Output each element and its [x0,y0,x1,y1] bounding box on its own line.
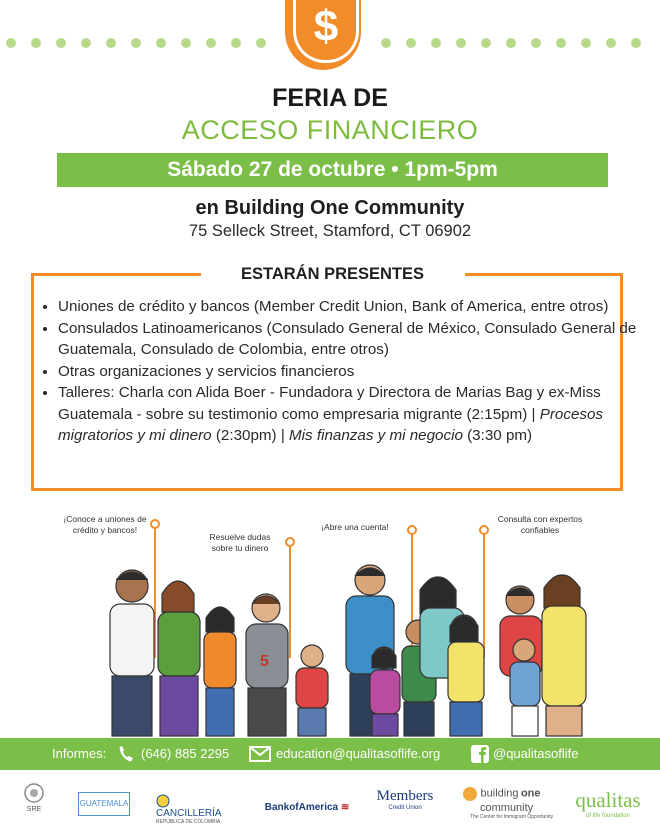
talleres-italic-2: Mis finanzas y mi negocio [289,427,463,444]
email-link[interactable]: education@qualitasoflife.org [276,746,441,761]
bubble-expertos: Consulta con expertos confiables [497,514,583,535]
facebook-link[interactable]: @qualitasoflife [493,746,579,761]
presentes-heading: ESTARÁN PRESENTES [240,265,425,283]
people-drawing [50,508,610,740]
box-border-left [31,273,201,276]
list-item: • Uniones de crédito y bancos (Member Credit Union, Bank of America, entre otros) [58,296,638,318]
dollar-badge [285,0,361,70]
phone-icon [116,738,136,782]
list-item: • Consulados Latinoamericanos (Consulado General de México, Consulado General de Guatemala, Consulado de Colombia, entre otros) [58,318,638,361]
box-border-right [465,273,623,276]
list-item: • Otras organizaciones y servicios financieros [58,361,638,383]
members-logo: Members Credit Union [376,788,434,811]
cancilleria-logo: CANCILLERÍA REPÚBLICA DE COLOMBIA [156,794,236,825]
mail-icon [249,738,271,782]
talleres-mid: (2:30pm) | [211,427,290,444]
talleres-italic-1: Procesos migratorios y mi dinero [58,405,604,444]
address: 75 Selleck Street, Stamford, CT 06902 [188,222,472,240]
shirt-number: 5 [260,653,269,670]
phone-link[interactable]: (646) 885 2295 [141,746,230,761]
footer-bar [0,738,660,770]
people-illustration [50,508,610,740]
presentes-list [40,296,638,447]
date-band: Sábado 27 de octubre • 1pm-5pm [57,153,608,187]
bubble-uniones: ¡Conoce a uniones de crédito y bancos! [63,514,147,535]
talleres-lead: Talleres: Charla con Alida Boer - Fundadora y Directora de Marias Bag y ex-Miss Guatemala - sobre su testimonio como empresaria migrante (2:15pm) | [58,384,601,423]
dollar-icon: $ [293,0,359,63]
qualitas-logo: qualitas of life foundation [575,788,641,819]
bank-of-america-logo: BankofAmerica ≋ [264,802,350,813]
list-item-talleres [58,382,638,447]
guatemala-logo: GUATEMALA [78,792,130,816]
sponsor-logos [0,778,660,840]
sre-logo: SRE [14,782,54,813]
title-line-2: ACCESO FINANCIERO [181,115,479,145]
title-line-1: FERIA DE [272,84,388,112]
venue: en Building One Community [195,197,465,219]
bubble-dudas: Resuelve dudas sobre tu dinero [209,532,271,553]
talleres-tail: (3:30 pm) [462,427,533,444]
building-one-community-logo: building one community The Center for Immigrant Opportunity [462,786,558,820]
bubble-cuenta: ¡Abre una cuenta! [321,522,389,532]
facebook-icon [470,738,490,782]
informes-label: Informes: [52,746,107,761]
